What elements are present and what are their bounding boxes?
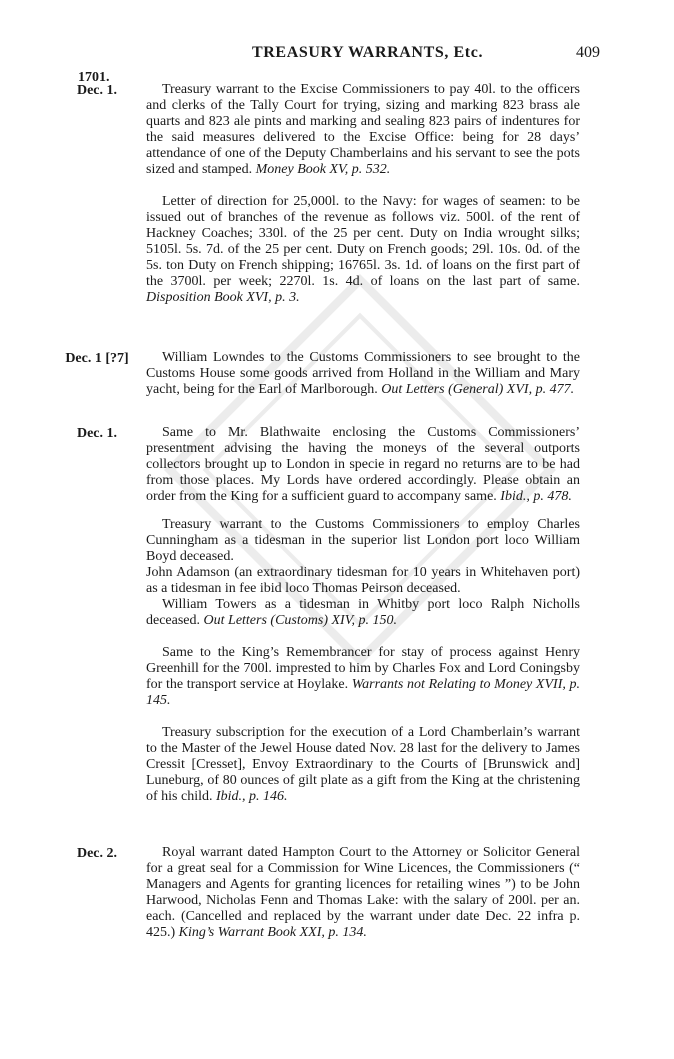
entry-body (146, 82, 580, 306)
entry-date: Dec. 2. (76, 846, 118, 861)
entry-paragraph (146, 565, 580, 597)
page-header (0, 44, 674, 70)
source-reference: Warrants not Relating to Money XVII, p. 145. (146, 677, 580, 708)
entry-paragraph (146, 597, 580, 629)
entry-body (146, 350, 580, 398)
entry-body (146, 425, 580, 805)
running-title: TREASURY WARRANTS, Etc. (252, 44, 484, 61)
paragraph-text: William Towers as a tidesman in Whitby port loco Ralph Nicholls deceased. (146, 597, 580, 628)
paragraph-text: Same to Mr. Blathwaite enclosing the Customs Commissioners’ presentment advising the having the moneys of the several outports collectors brought up to London in specie in regard no returns are to be had from those places. My Lords have ordered accordingly. Please obtain an order from the King for a sufficient guard to accompany same. (146, 425, 580, 504)
entry-date: Dec. 1. (76, 426, 118, 441)
entry-paragraph (146, 845, 580, 941)
entry-paragraph (146, 425, 580, 505)
page-number: 409 (576, 44, 600, 61)
entry-paragraph (146, 517, 580, 565)
entry-paragraph (146, 645, 580, 709)
source-reference: Disposition Book XVI, p. 3. (146, 290, 300, 305)
paragraph-text: Treasury subscription for the execution of a Lord Chamberlain’s warrant to the Master of the Jewel House dated Nov. 28 last for the delivery to James Cressit [Cresset], Envoy Extraordinary to the Courts of [Brunswick and] Luneburg, of 80 ounces of gilt plate as a gift from the King at the christening of his child. (146, 725, 580, 804)
paragraph-text: Royal warrant dated Hampton Court to the Attorney or Solicitor General for a great seal for a Commission for Wine Licences, the Commissioners (“ Managers and Agents for granting licences for retailing wines ”) to be John Harwood, Nicholas Fenn and Thomas Lake: with the salary of 200l. per an. each. (Cancelled and replaced by the warrant under date Dec. 22 infra p. 425.) (146, 845, 580, 940)
source-reference: Money Book XV, p. 532. (255, 162, 391, 177)
paragraph-text: Treasury warrant to the Customs Commissioners to employ Charles Cunningham as a tidesman in the superior list London port loco William Boyd deceased. (146, 517, 580, 564)
paragraph-text: Treasury warrant to the Excise Commissioners to pay 40l. to the officers and clerks of the Tally Court for trying, sizing and marking 823 brass ale quarts and 823 ale pints and marking and sealing 823 pairs of indentures for the said measures delivered to the Excise Office: being for 28 days’ attendance of one of the Deputy Chamberlains and his servant to see the pots sized and stamped. (146, 82, 580, 177)
source-reference: Out Letters (General) XVI, p. 477. (381, 382, 575, 397)
year-margin: 1701. (78, 70, 110, 85)
entry-paragraph (146, 82, 580, 178)
source-reference: Ibid., p. 478. (500, 489, 572, 504)
paragraph-text: Letter of direction for 25,000l. to the Navy: for wages of seamen: to be issued out of branches of the revenue as follows viz. 500l. of the rent of Hackney Coaches; 330l. of the 25 per cent. Duty on India wrought silks; 5105l. 5s. 7d. of the 25 per cent. Duty on French goods; 29l. 10s. 0d. of the 5s. ton Duty on French shipping; 16765l. 3s. 1d. of loans on the first part of the 3700l. per week; 2270l. 1s. 4d. of loans on the last part of same. (146, 194, 580, 289)
source-reference: Ibid., p. 146. (216, 789, 288, 804)
source-reference: King’s Warrant Book XXI, p. 134. (178, 925, 367, 940)
entry-body (146, 845, 580, 941)
entry-date: Dec. 1 [?7] (65, 351, 129, 366)
entry-paragraph (146, 725, 580, 805)
paragraph-text: William Lowndes to the Customs Commissioners to see brought to the Customs House some goods arrived from Holland in the William and Mary yacht, being for the Earl of Marlborough. (146, 350, 580, 397)
entry-paragraph (146, 350, 580, 398)
entry-paragraph (146, 194, 580, 306)
entry-date: Dec. 1. (76, 83, 118, 98)
paragraph-text: John Adamson (an extraordinary tidesman for 10 years in Whitehaven port) as a tidesman in fee ibid loco Thomas Peirson deceased. (146, 565, 580, 596)
source-reference: Out Letters (Customs) XIV, p. 150. (203, 613, 397, 628)
paragraph-text: Same to the King’s Remembrancer for stay of process against Henry Greenhill for the 700l. imprested to him by Charles Fox and Lord Coningsby for the transport service at Hoylake. (146, 645, 580, 692)
